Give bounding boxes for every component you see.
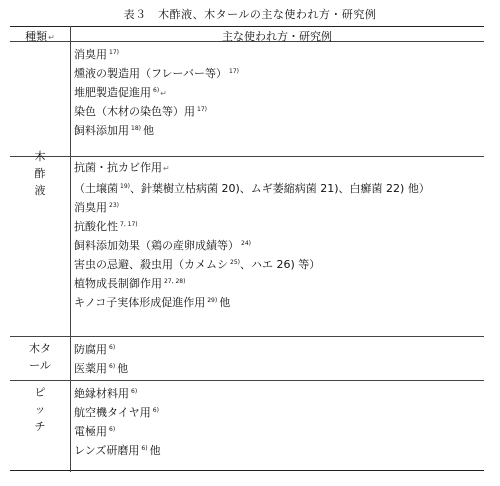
reference: 17): [229, 68, 239, 75]
header-usage: 主な使われ方・研究例: [222, 30, 332, 43]
category-char: 木: [34, 150, 46, 163]
list-item: [74, 357, 128, 376]
reference: 19): [120, 183, 130, 190]
table-caption: 表３ 木酢液、木タールの主な使われ方・研究例: [123, 8, 377, 21]
category-char: ール: [29, 359, 51, 372]
list-item: [74, 119, 239, 138]
list-item: [74, 100, 239, 119]
list-item: [74, 291, 430, 310]
item-text: 電極用: [74, 425, 107, 438]
item-text: 燻液の製造用（フレーバー等）: [74, 67, 228, 80]
item-suffix: 他: [149, 444, 161, 457]
reference: 6): [109, 426, 116, 433]
item-suffix: 他: [219, 296, 231, 309]
reference: 18): [131, 125, 141, 132]
category-char: チ: [34, 420, 46, 433]
list-item: [74, 215, 430, 234]
usage-group-1: [74, 43, 239, 138]
reference: 6): [109, 344, 116, 351]
section-divider-1: [10, 336, 484, 337]
item-suffix: 、針葉樹立枯病菌 20)、ムギ萎縮病菌 21)、白癬菌 22) 他）: [129, 182, 430, 195]
paragraph-mark: ↵: [160, 89, 167, 98]
item-suffix: 他: [142, 124, 154, 137]
item-text: 飼料添加効果（鶏の産卵成績等）: [74, 239, 239, 252]
list-item: [74, 382, 161, 401]
reference: 17): [109, 49, 119, 56]
item-text: 染色（木材の染色等）用: [74, 105, 195, 118]
list-item: [74, 439, 161, 458]
item-text: レンズ研磨用: [74, 444, 140, 457]
reference: 29): [207, 297, 218, 304]
list-item: [74, 81, 239, 100]
list-item: [74, 401, 161, 420]
reference: 24): [241, 240, 251, 247]
table-top-rule: [10, 26, 484, 27]
list-item: [74, 420, 161, 439]
item-text: 航空機タイヤ用: [74, 406, 151, 419]
reference: 17): [197, 106, 207, 113]
paragraph-mark: ↵: [163, 164, 170, 173]
section-divider-2: [10, 380, 484, 381]
item-text: 堆肥製造促進用: [74, 86, 151, 99]
column-divider: [70, 26, 71, 472]
list-item: [74, 158, 430, 177]
reference: 25): [230, 259, 240, 266]
category-char: ピ: [34, 386, 46, 399]
reference: 6): [153, 87, 160, 94]
list-item: [74, 234, 430, 253]
item-text: 絶縁材料用: [74, 387, 129, 400]
item-text: 抗菌・抗カビ作用: [74, 161, 162, 174]
header-category-text: 種類: [25, 30, 48, 43]
list-item: [74, 43, 239, 62]
reference: 23): [109, 202, 119, 209]
category-char: 酢: [34, 167, 46, 180]
list-item: [74, 253, 430, 272]
reference: 6): [141, 445, 148, 452]
item-text: 飼料添加用: [74, 124, 129, 137]
list-item: [74, 272, 430, 291]
item-text: 消臭用: [74, 48, 107, 61]
category-pitch: [10, 384, 70, 435]
paragraph-mark: ↵: [48, 33, 55, 42]
item-text: 害虫の忌避、殺虫用（カメムシ: [74, 258, 228, 271]
usage-group-2: [74, 158, 430, 310]
list-item: [74, 338, 128, 357]
list-item: [74, 62, 239, 81]
list-item: [74, 196, 430, 215]
item-text: （土壌菌: [74, 182, 118, 195]
item-text: 植物成長制御作用: [74, 277, 162, 290]
group-divider: [10, 156, 484, 157]
item-text: 防腐用: [74, 343, 107, 356]
item-text: 抗酸化性: [74, 220, 118, 233]
usage-table: [10, 26, 484, 472]
category-wood-vinegar: [10, 148, 70, 199]
item-text: キノコ子実体形成促進作用: [74, 296, 206, 309]
item-suffix: 他: [117, 362, 129, 375]
reference: 7, 17): [120, 221, 138, 228]
reference: 6): [109, 363, 116, 370]
reference: 6): [131, 388, 138, 395]
item-text: 消臭用: [74, 201, 107, 214]
category-char: 液: [34, 184, 46, 197]
category-wood-tar: [10, 340, 70, 374]
reference: 27, 28): [164, 278, 186, 285]
reference: 6): [152, 407, 159, 414]
category-char: ッ: [34, 403, 46, 416]
usage-group-3: [74, 338, 128, 376]
table-bottom-rule: [10, 470, 484, 471]
list-item: [74, 177, 430, 196]
item-text: 医薬用: [74, 362, 107, 375]
item-suffix: 、ハエ 26) 等）: [239, 258, 321, 271]
category-char: 木タ: [29, 342, 51, 355]
usage-group-4: [74, 382, 161, 458]
header-category: [10, 28, 70, 44]
